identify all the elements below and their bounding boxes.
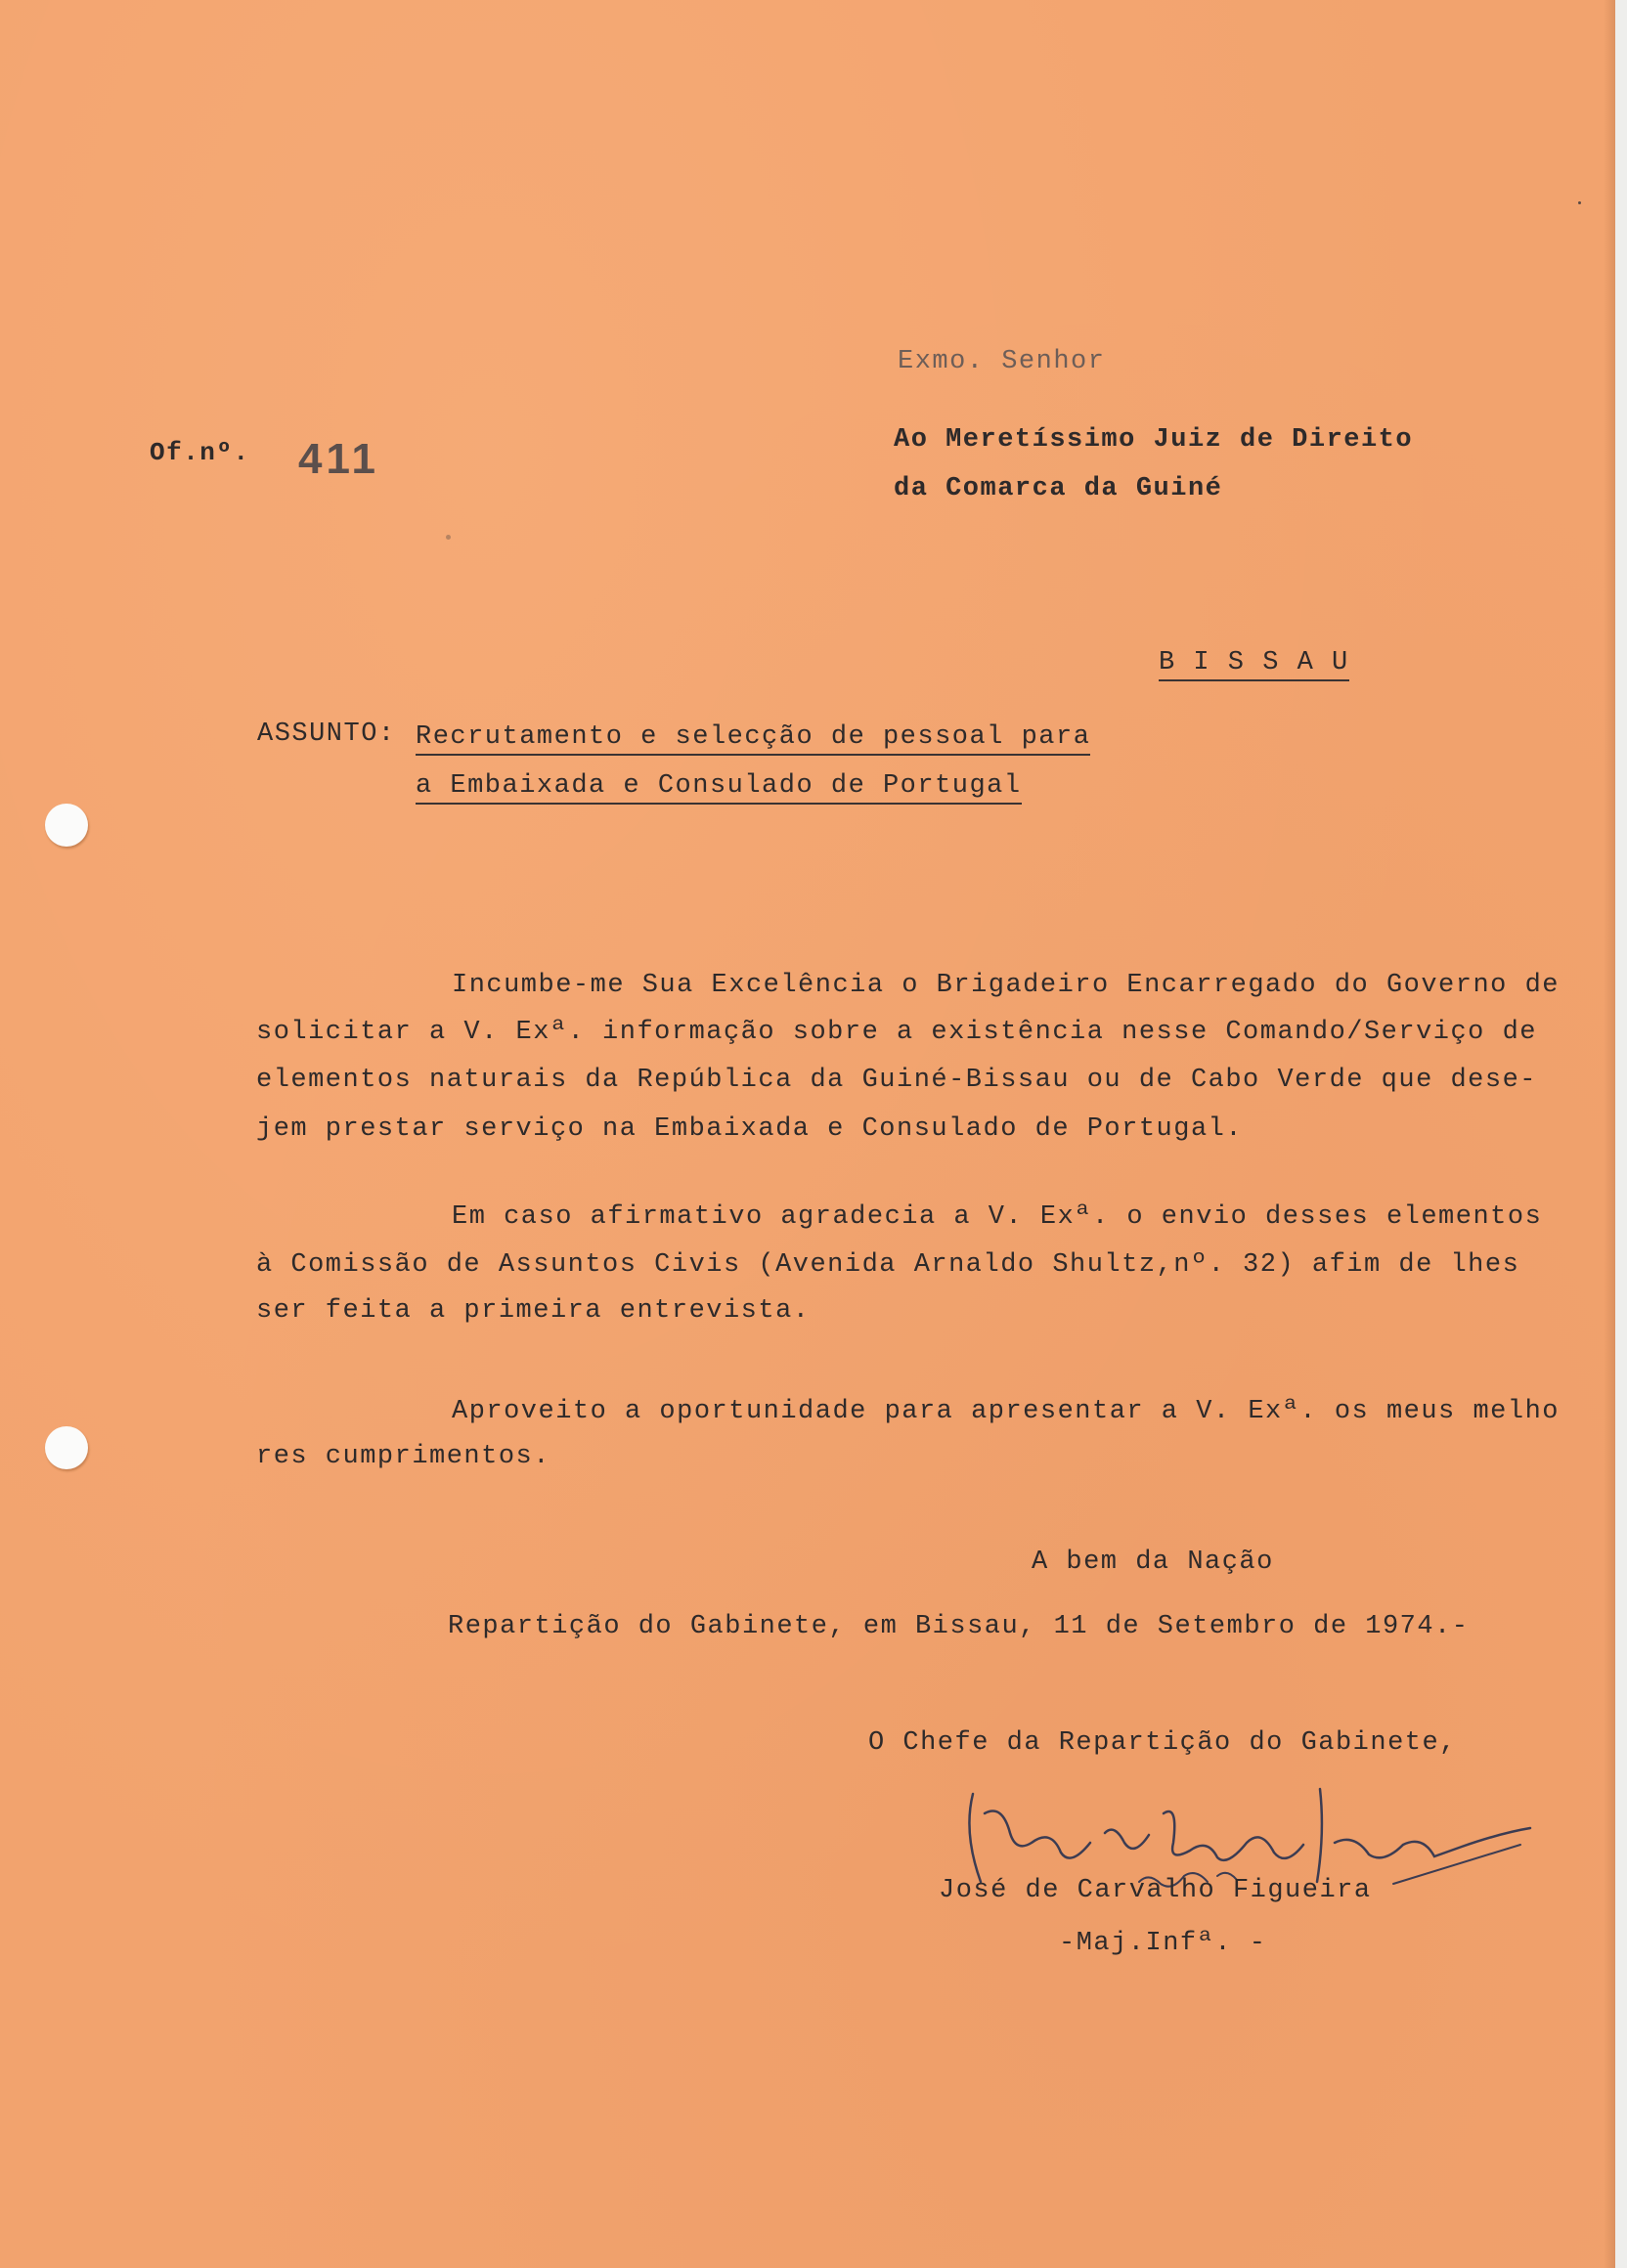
paragraph-1-line-1: Incumbe-me Sua Excelência o Brigadeiro Encarregado do Governo de: [452, 971, 1560, 1000]
closing-motto: A bem da Nação: [1032, 1548, 1274, 1577]
subject-line-2: a Embaixada e Consulado de Portugal: [416, 773, 1022, 805]
signer-name: José de Carvalho Figueira: [939, 1876, 1372, 1905]
paragraph-2-line-1: Em caso afirmativo agradecia a V. Exª. o envio desses elementos: [452, 1202, 1543, 1232]
addressee-line-2: da Comarca da Guiné: [894, 474, 1223, 503]
paragraph-2-line-3: ser feita a primeira entrevista.: [256, 1296, 811, 1326]
signer-rank: -Maj.Infª. -: [1059, 1929, 1267, 1958]
place-and-date: Repartição do Gabinete, em Bissau, 11 de Setembro de 1974.-: [448, 1612, 1470, 1641]
paper-edge-shadow: [1604, 0, 1615, 2268]
paragraph-1-line-2: solicitar a V. Exª. informação sobre a existência nesse Comando/Serviço de: [256, 1018, 1537, 1047]
paragraph-1-line-3: elementos naturais da República da Guiné-Bissau ou de Cabo Verde que dese-: [256, 1066, 1537, 1095]
subject-line-1: Recrutamento e selecção de pessoal para: [416, 724, 1090, 756]
punch-hole-top: [45, 804, 88, 847]
city-heading: B I S S A U: [1159, 650, 1349, 681]
punch-hole-bottom: [45, 1426, 88, 1469]
reference-label: Of.nº.: [150, 438, 250, 467]
subject-label: ASSUNTO:: [257, 720, 396, 749]
reference-number: 411: [298, 435, 379, 483]
paragraph-3-line-2: res cumprimentos.: [256, 1442, 550, 1471]
paragraph-1-line-4: jem prestar serviço na Embaixada e Consulado de Portugal.: [256, 1114, 1244, 1144]
scan-background-strip: [1615, 0, 1627, 2268]
paper-speck: [446, 535, 451, 540]
paragraph-2-line-2: à Comissão de Assuntos Civis (Avenida Arnaldo Shultz,nº. 32) afim de lhes: [256, 1250, 1520, 1280]
salutation: Exmo. Senhor: [898, 347, 1106, 376]
paper-speck: [1578, 201, 1581, 204]
paragraph-3-line-1: Aproveito a oportunidade para apresentar a V. Exª. os meus melho: [452, 1397, 1560, 1426]
addressee-line-1: Ao Meretíssimo Juiz de Direito: [894, 425, 1414, 455]
signer-title: O Chefe da Repartição do Gabinete,: [868, 1728, 1457, 1758]
